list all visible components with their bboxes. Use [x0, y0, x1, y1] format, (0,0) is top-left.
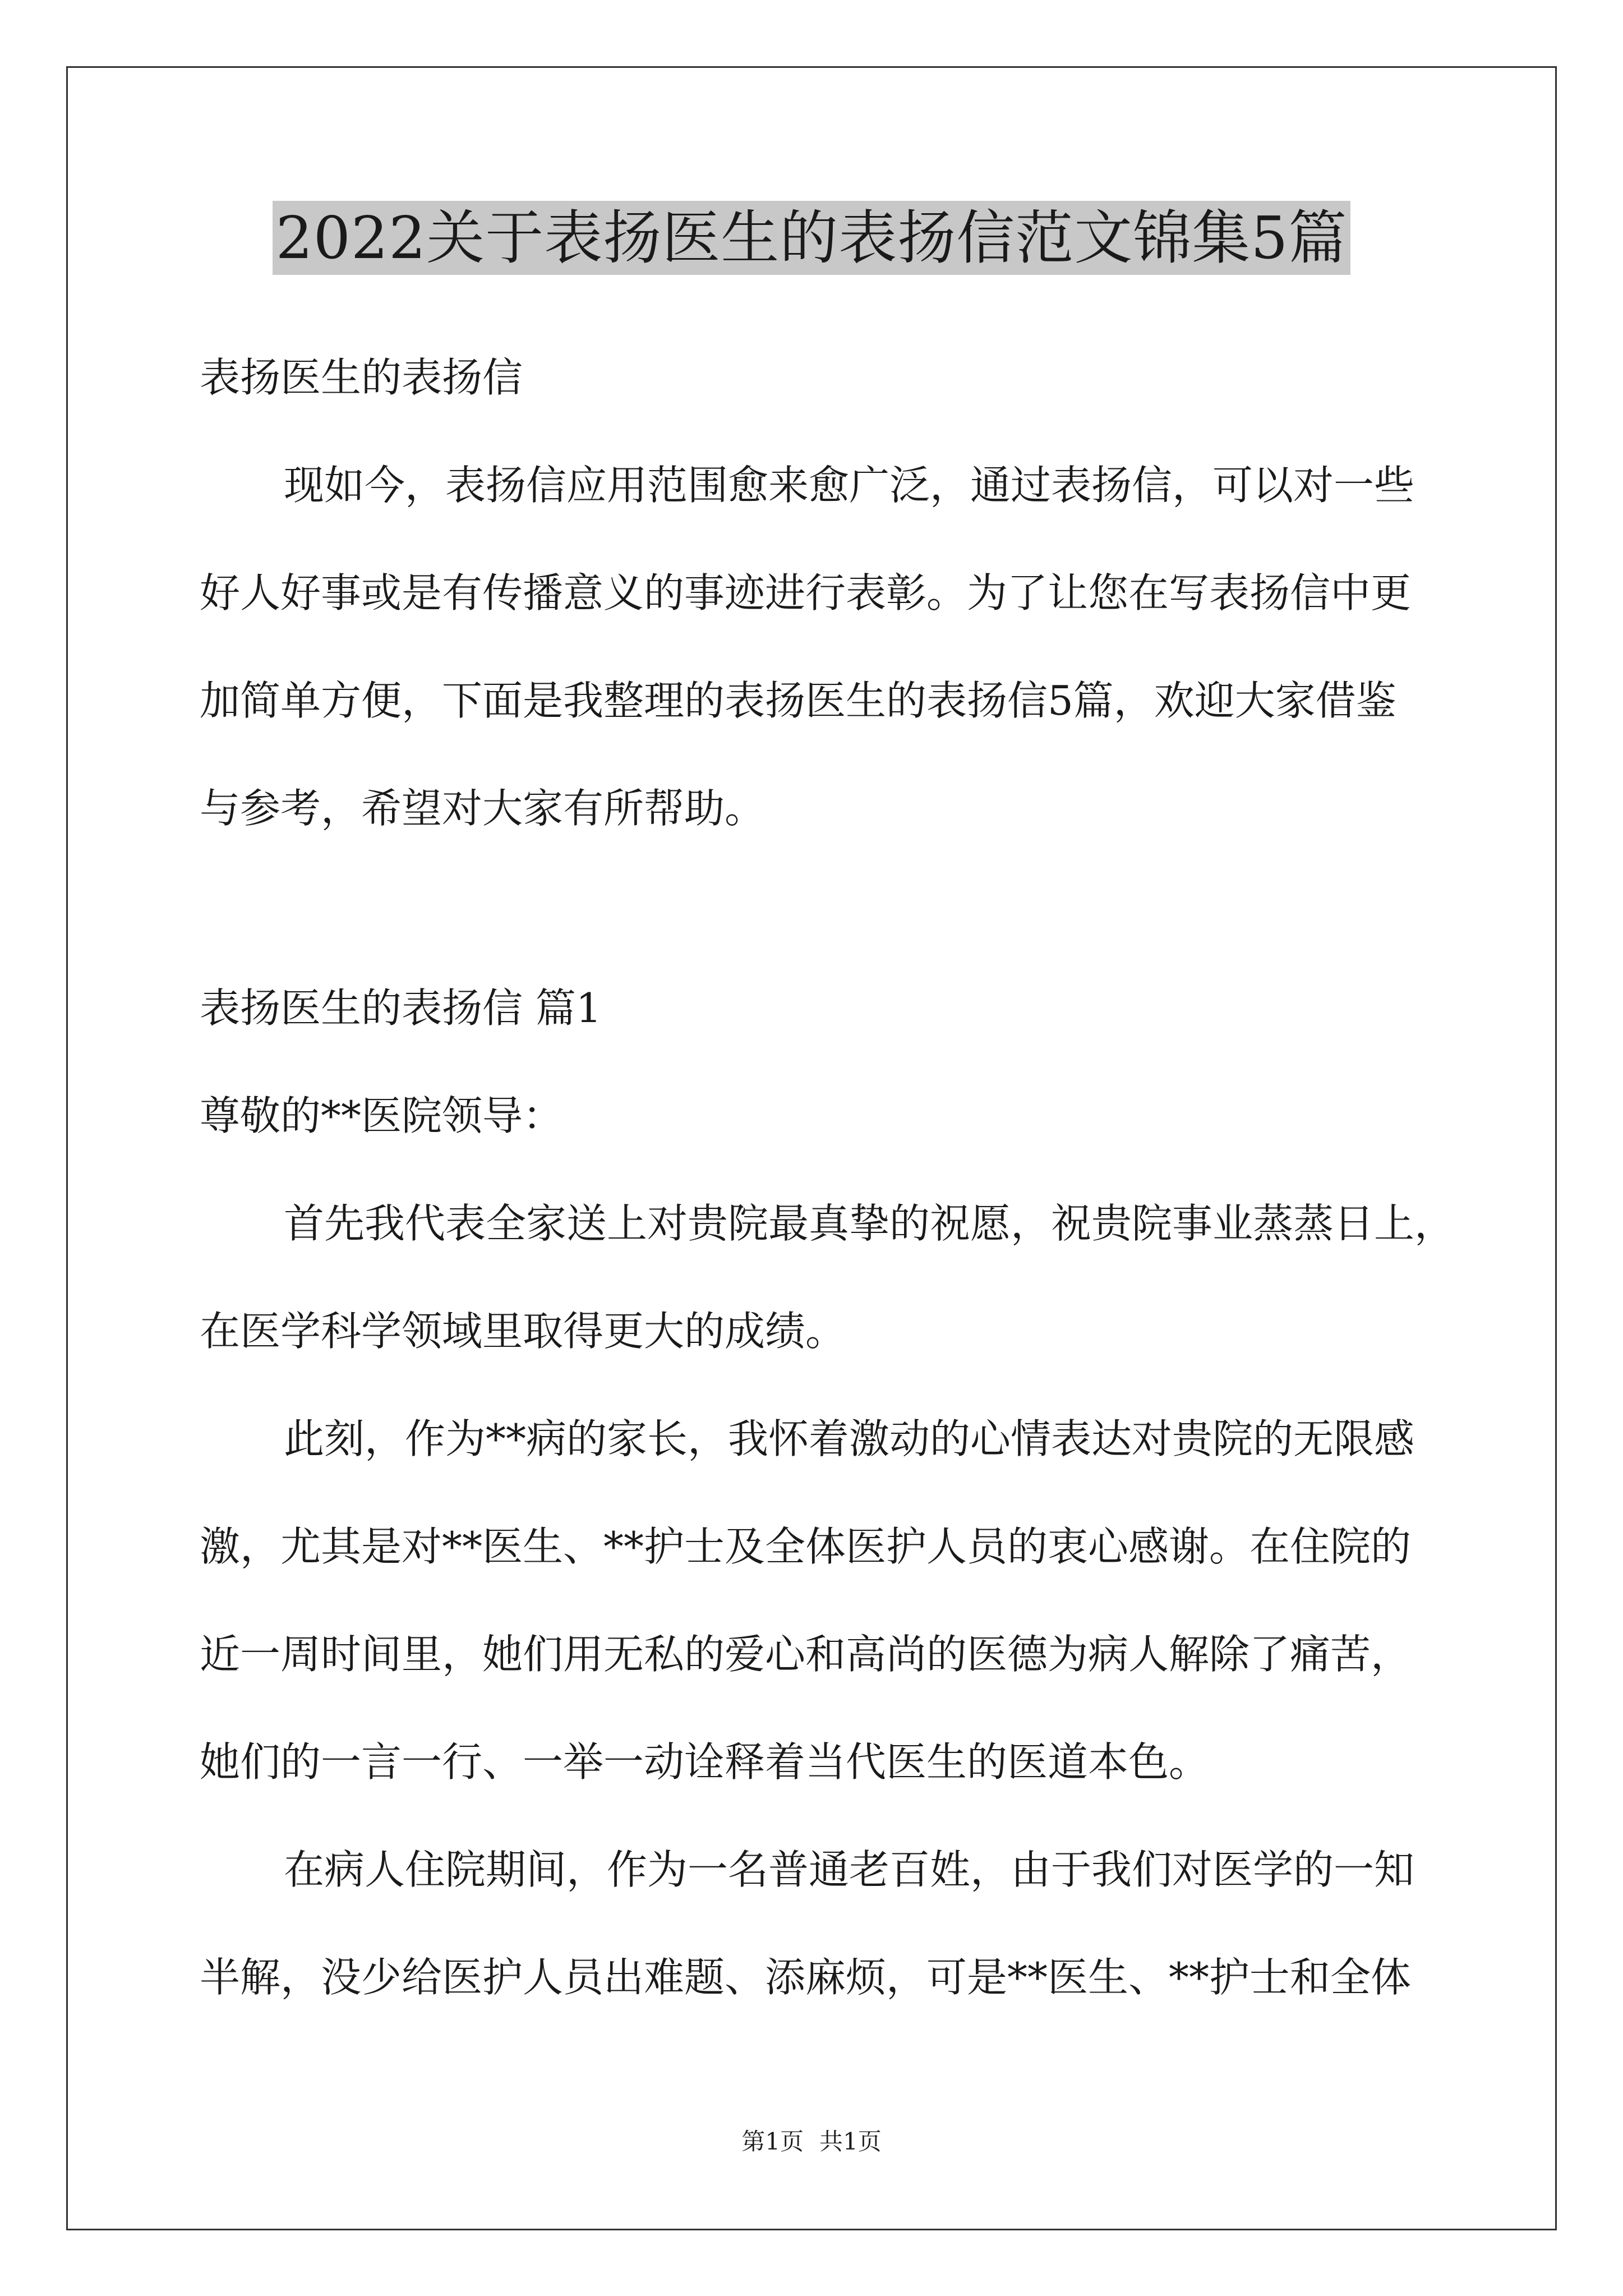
title-container — [0, 201, 1623, 275]
paragraph-line: 此刻，作为**病的家长，我怀着激动的心情表达对贵院的无限感 — [284, 1415, 1415, 1462]
salutation: 尊敬的**医院领导： — [200, 1092, 564, 1139]
paragraph-line: 近一周时间里，她们用无私的爱心和高尚的医德为病人解除了痛苦， — [200, 1631, 1412, 1678]
letter-heading: 表扬医生的表扬信 篇1 — [200, 984, 602, 1032]
page-total: 共1页 — [819, 2128, 882, 2155]
paragraph-line: 激，尤其是对**医生、**护士及全体医护人员的衷心感谢。在住院的 — [200, 1523, 1412, 1570]
paragraph-line: 在病人住院期间，作为一名普通老百姓，由于我们对医学的一知 — [284, 1846, 1415, 1893]
paragraph-line: 半解，没少给医护人员出难题、添麻烦，可是**医生、**护士和全体 — [200, 1954, 1412, 2001]
paragraph-line: 加简单方便，下面是我整理的表扬医生的表扬信5篇，欢迎大家借鉴 — [200, 677, 1396, 724]
paragraph-line: 好人好事或是有传播意义的事迹进行表彰。为了让您在写表扬信中更 — [200, 569, 1412, 616]
document-title: 2022关于表扬医生的表扬信范文锦集5篇 — [273, 201, 1351, 275]
section-heading: 表扬医生的表扬信 — [200, 354, 523, 401]
paragraph-line: 现如今，表扬信应用范围愈来愈广泛，通过表扬信，可以对一些 — [284, 462, 1415, 509]
page-number: 第1页 — [741, 2128, 804, 2155]
page-footer — [0, 2126, 1623, 2157]
paragraph-line: 在医学科学领域里取得更大的成绩。 — [200, 1308, 846, 1355]
paragraph-line: 与参考，希望对大家有所帮助。 — [200, 785, 766, 832]
paragraph-line: 首先我代表全家送上对贵院最真挚的祝愿，祝贵院事业蒸蒸日上， — [284, 1200, 1455, 1247]
paragraph-line: 她们的一言一行、一举一动诠释着当代医生的医道本色。 — [200, 1738, 1210, 1786]
